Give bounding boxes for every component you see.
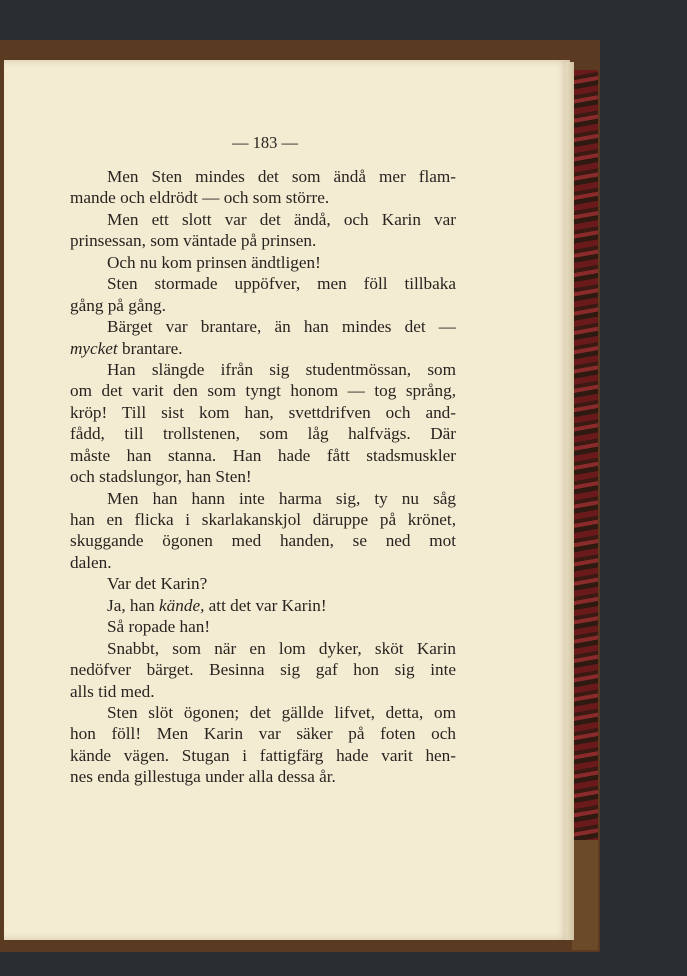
text-line: Snabbt, som när en lom dyker, sköt Karin — [107, 638, 456, 658]
text-span: brantare. — [117, 338, 183, 358]
text-line: alls tid med. — [70, 681, 155, 701]
text-line: om det varit den som tyngt honom — tog språng, — [70, 381, 456, 401]
page-number: — 183 — — [232, 133, 298, 152]
text-line: Bärget var brantare, än han mindes det — — [107, 317, 456, 337]
body-text — [70, 166, 456, 788]
marbled-edge — [574, 70, 598, 840]
text-line: Var det Karin? — [107, 574, 208, 594]
text-line: gång på gång. — [70, 295, 166, 315]
text-line: hon föll! Men Karin var säker på foten och — [70, 724, 456, 744]
text-span: Ja, han — [107, 595, 160, 615]
text-line: nedöfver bärget. Besinna sig gaf hon sig inte — [70, 660, 456, 680]
text-line: Sten slöt ögonen; det gällde lifvet, detta, om — [107, 702, 456, 722]
text-line: och stadslungor, han Sten! — [70, 467, 252, 487]
text-line: prinsessan, som väntade på prinsen. — [70, 231, 317, 251]
text-span: att det var Karin! — [204, 595, 327, 615]
text-line: måste han stanna. Han hade fått stadsmuskler — [70, 445, 456, 465]
text-line: skuggande ögonen med handen, se ned mot — [70, 531, 456, 551]
text-line: kände vägen. Stugan i fattigfärg hade varit hen- — [70, 745, 456, 765]
cover-corner — [572, 840, 598, 950]
text-line: Sten stormade uppöfver, men föll tillbaka — [107, 274, 456, 294]
text-line: Men ett slott var det ändå, och Karin var — [107, 209, 456, 229]
italic-word: kände, — [159, 595, 205, 615]
text-line: nes enda gillestuga under alla dessa år. — [70, 767, 336, 787]
text-line: fådd, till trollstenen, som låg halfvägs. Där — [70, 424, 456, 444]
italic-word: mycket — [70, 338, 118, 358]
text-line: mande och eldrödt — och som större. — [70, 188, 330, 208]
text-line: Men han hann inte harma sig, ty nu såg — [107, 488, 456, 508]
text-line: Men Sten mindes det som ändå mer flam- — [107, 167, 456, 186]
page-edges — [566, 62, 574, 940]
text-line: Så ropade han! — [107, 617, 211, 637]
text-line: dalen. — [70, 552, 112, 572]
text-line — [70, 595, 456, 616]
text-line: han en flicka i skarlakanskjol däruppe på krönet, — [70, 510, 456, 529]
text-line: kröp! Till sist kom han, svettdrifven och and- — [70, 402, 456, 422]
text-line: Han slängde ifrån sig studentmössan, som — [107, 359, 456, 379]
text-line — [70, 338, 456, 359]
text-line: Och nu kom prinsen ändtligen! — [107, 252, 321, 272]
